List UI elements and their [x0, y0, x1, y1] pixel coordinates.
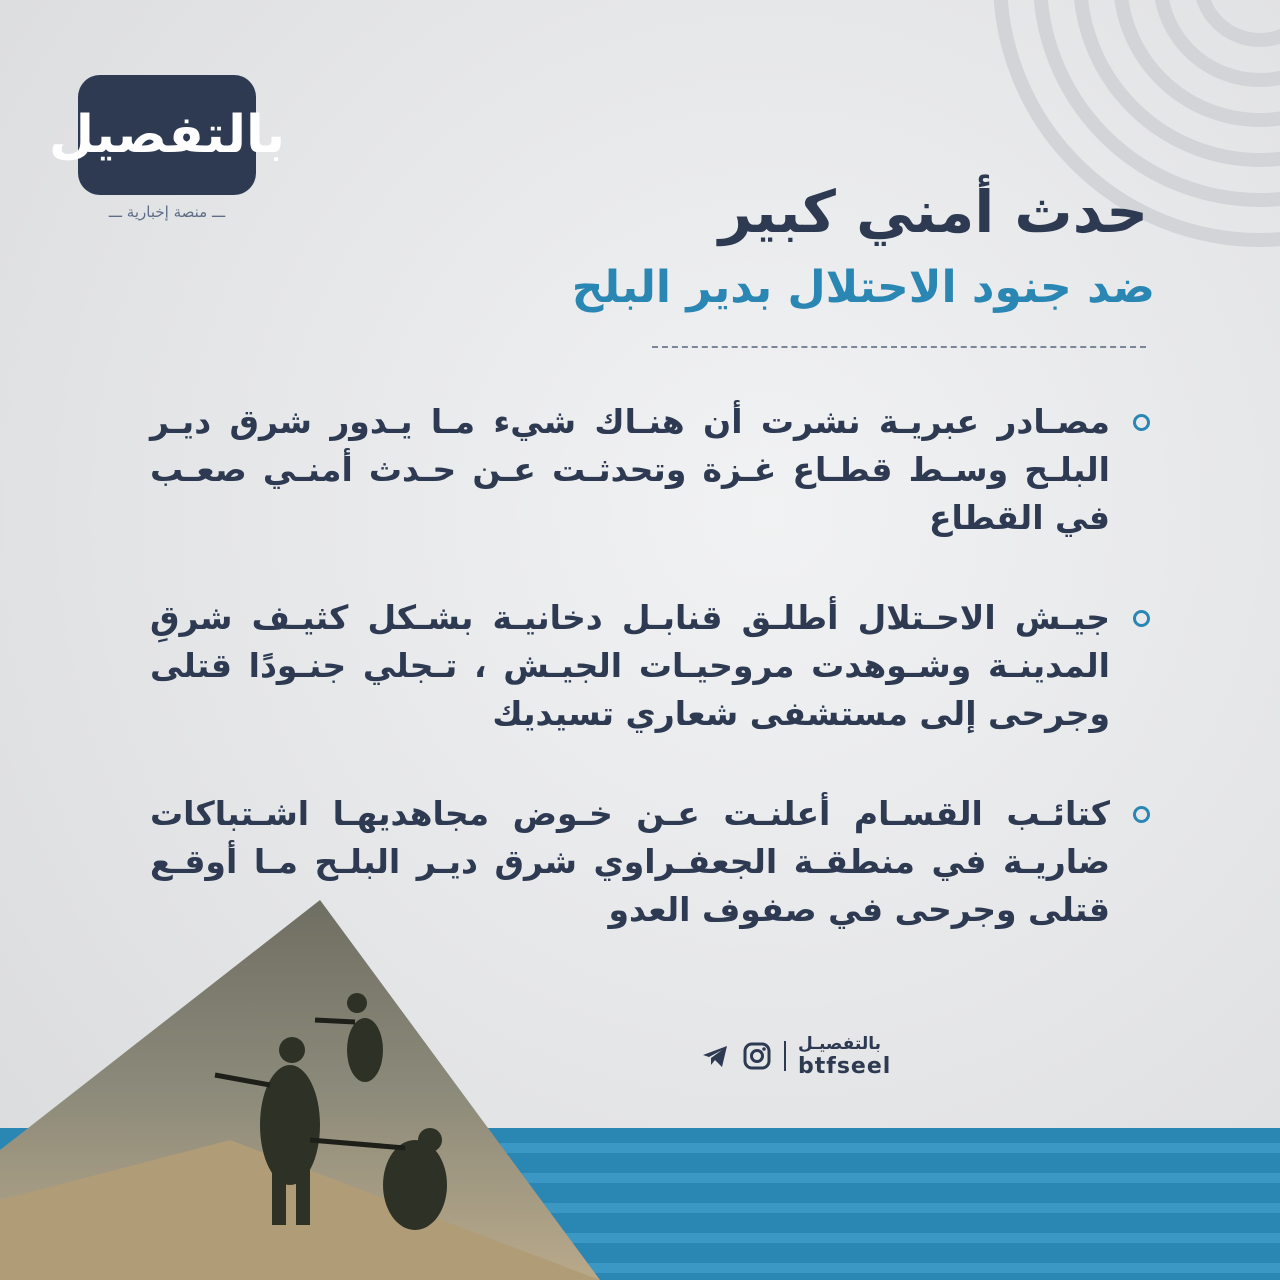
news-bullet: [150, 594, 1150, 738]
brand-logo: [48, 75, 286, 195]
bullet-dot-icon: [1133, 806, 1150, 823]
social-names: [798, 1034, 891, 1079]
social-handles: [700, 1030, 891, 1082]
news-bullet-list: [150, 398, 1150, 986]
social-separator: [784, 1041, 786, 1071]
telegram-icon[interactable]: [700, 1041, 730, 1071]
bullet-dot-icon: [1133, 610, 1150, 627]
dashed-divider: [652, 346, 1146, 348]
soldiers-photo: [0, 900, 600, 1280]
logo-text: بالتفصيل: [48, 105, 286, 165]
bullet-text: مصـادر عبريـة نشرت أن هنـاك شيء مـا يـدور شرق ديـر البلـح وسـط قطـاع غـزة وتحدثـت عـن حـدث أمنـي صعـب في القطاع: [150, 402, 1110, 537]
page-title: حدث أمني كبير: [718, 178, 1148, 246]
brand-tagline: ـــ منصة إخبارية ـــ: [108, 203, 226, 221]
bullet-dot-icon: [1133, 414, 1150, 431]
instagram-icon[interactable]: [742, 1041, 772, 1071]
social-handle: btfseel: [798, 1053, 892, 1079]
bullet-text: جيـش الاحـتلال أطلـق قنابـل دخانيـة بشـكل كثيـف شرقِ المدينـة وشـوهدت مروحيـات الجيـش ، تـجلي جنـودًا قتلى وجرحى إلى مستشفى شعاري تسيديك: [150, 598, 1110, 733]
page-subtitle: ضد جنود الاحتلال بدير البلح: [571, 262, 1155, 313]
news-bullet: [150, 398, 1150, 542]
social-arabic-name: بالتفصيـل: [798, 1033, 881, 1054]
bullet-text: كتائـب القسـام أعلنـت عـن خـوض مجاهديهـا اشـتباكات ضاريـة في منطقـة الجعفـراوي شرق ديـر البلـح مـا أوقـع قتلى وجرحى في صفوف العدو: [150, 794, 1110, 929]
